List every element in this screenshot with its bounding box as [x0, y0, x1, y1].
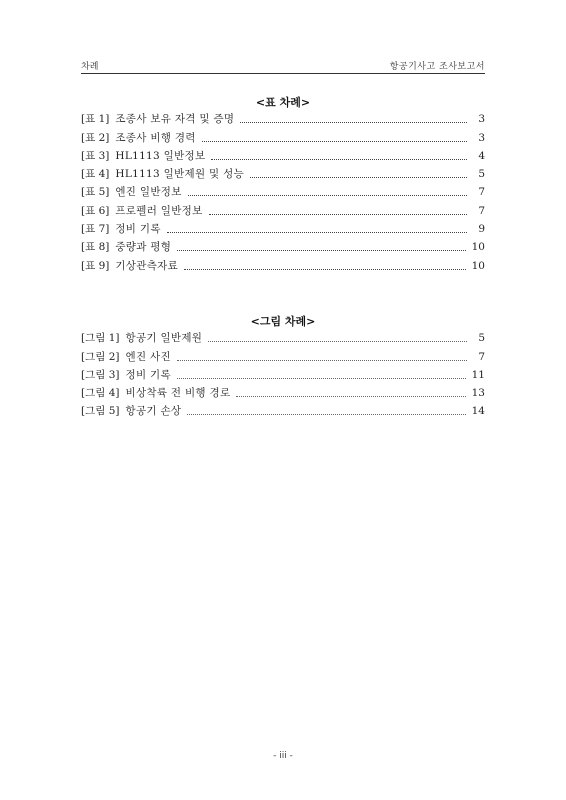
- dot-leader: [236, 396, 465, 397]
- dot-leader: [208, 341, 467, 342]
- table-toc-entry[interactable]: [81, 126, 485, 144]
- entry-title: 정비 기록: [125, 368, 171, 381]
- entry-page-number: 10: [471, 259, 485, 272]
- entry-title: 항공기 손상: [125, 405, 182, 418]
- tables-section-title: <표 차례>: [255, 96, 311, 109]
- entry-tag: [표 8]: [81, 241, 110, 254]
- entry-tag: [그림 2]: [81, 350, 120, 363]
- header-rule: [81, 73, 485, 74]
- figure-toc-entry[interactable]: [81, 327, 485, 345]
- entry-page-number: 3: [478, 131, 485, 144]
- entry-title: 항공기 일반제원: [125, 332, 203, 345]
- page-number: - iii -: [273, 751, 293, 761]
- table-toc-entry[interactable]: [81, 108, 485, 126]
- dot-leader: [202, 141, 467, 142]
- dot-leader: [187, 414, 465, 415]
- entry-page-number: 14: [471, 405, 485, 418]
- figure-toc-entry[interactable]: [81, 345, 485, 363]
- entry-tag: [그림 1]: [81, 332, 120, 345]
- figure-toc-entry[interactable]: [81, 400, 485, 418]
- entry-tag: [표 9]: [81, 259, 110, 272]
- entry-title: 엔진 사진: [125, 350, 171, 363]
- dot-leader: [177, 360, 467, 361]
- tables-list: [81, 108, 485, 273]
- header-report-title: 항공기사고 조사보고서: [389, 62, 485, 72]
- entry-tag: [표 7]: [81, 223, 110, 236]
- entry-tag: [표 4]: [81, 168, 110, 181]
- dot-leader: [211, 159, 467, 160]
- entry-title: HL1113 일반정보: [115, 149, 206, 162]
- entry-page-number: 9: [478, 223, 485, 236]
- dot-leader: [167, 232, 467, 233]
- dot-leader: [250, 177, 467, 178]
- entry-title: 기상관측자료: [115, 259, 179, 272]
- entry-title: 프로펠러 일반정보: [115, 204, 203, 217]
- table-toc-entry[interactable]: [81, 145, 485, 163]
- table-toc-entry[interactable]: [81, 199, 485, 217]
- entry-tag: [표 3]: [81, 149, 110, 162]
- table-toc-entry[interactable]: [81, 163, 485, 181]
- entry-title: HL1113 일반제원 및 성능: [115, 168, 245, 181]
- entry-tag: [그림 3]: [81, 368, 120, 381]
- dot-leader: [177, 250, 465, 251]
- entry-title: 조종사 비행 경력: [115, 131, 196, 144]
- figures-list: [81, 327, 485, 418]
- entry-page-number: 10: [471, 241, 485, 254]
- entry-tag: [표 1]: [81, 113, 110, 126]
- entry-tag: [그림 5]: [81, 405, 120, 418]
- entry-title: 조종사 보유 자격 및 증명: [115, 113, 235, 126]
- dot-leader: [240, 122, 467, 123]
- entry-title: 중량과 평형: [115, 241, 172, 254]
- entry-tag: [그림 4]: [81, 387, 120, 400]
- table-toc-entry[interactable]: [81, 254, 485, 272]
- entry-page-number: 4: [478, 149, 485, 162]
- entry-page-number: 7: [478, 186, 485, 199]
- dot-leader: [177, 378, 466, 379]
- entry-page-number: 7: [478, 350, 485, 363]
- dot-leader: [184, 269, 466, 270]
- page-header: [81, 59, 485, 73]
- entry-page-number: 13: [471, 387, 485, 400]
- entry-page-number: 5: [478, 332, 485, 345]
- entry-title: 정비 기록: [115, 223, 161, 236]
- entry-page-number: 3: [478, 113, 485, 126]
- table-toc-entry[interactable]: [81, 181, 485, 199]
- header-section-label: 차례: [81, 62, 99, 72]
- entry-page-number: 7: [478, 204, 485, 217]
- figure-toc-entry[interactable]: [81, 382, 485, 400]
- table-toc-entry[interactable]: [81, 236, 485, 254]
- entry-tag: [표 2]: [81, 131, 110, 144]
- dot-leader: [209, 214, 467, 215]
- entry-tag: [표 6]: [81, 204, 110, 217]
- entry-title: 엔진 일반정보: [115, 186, 182, 199]
- entry-tag: [표 5]: [81, 186, 110, 199]
- table-toc-entry[interactable]: [81, 218, 485, 236]
- figure-toc-entry[interactable]: [81, 364, 485, 382]
- dot-leader: [188, 195, 467, 196]
- entry-title: 비상착륙 전 비행 경로: [125, 387, 231, 400]
- figures-section-title: <그림 차례>: [250, 315, 316, 328]
- entry-page-number: 11: [471, 368, 485, 381]
- entry-page-number: 5: [478, 168, 485, 181]
